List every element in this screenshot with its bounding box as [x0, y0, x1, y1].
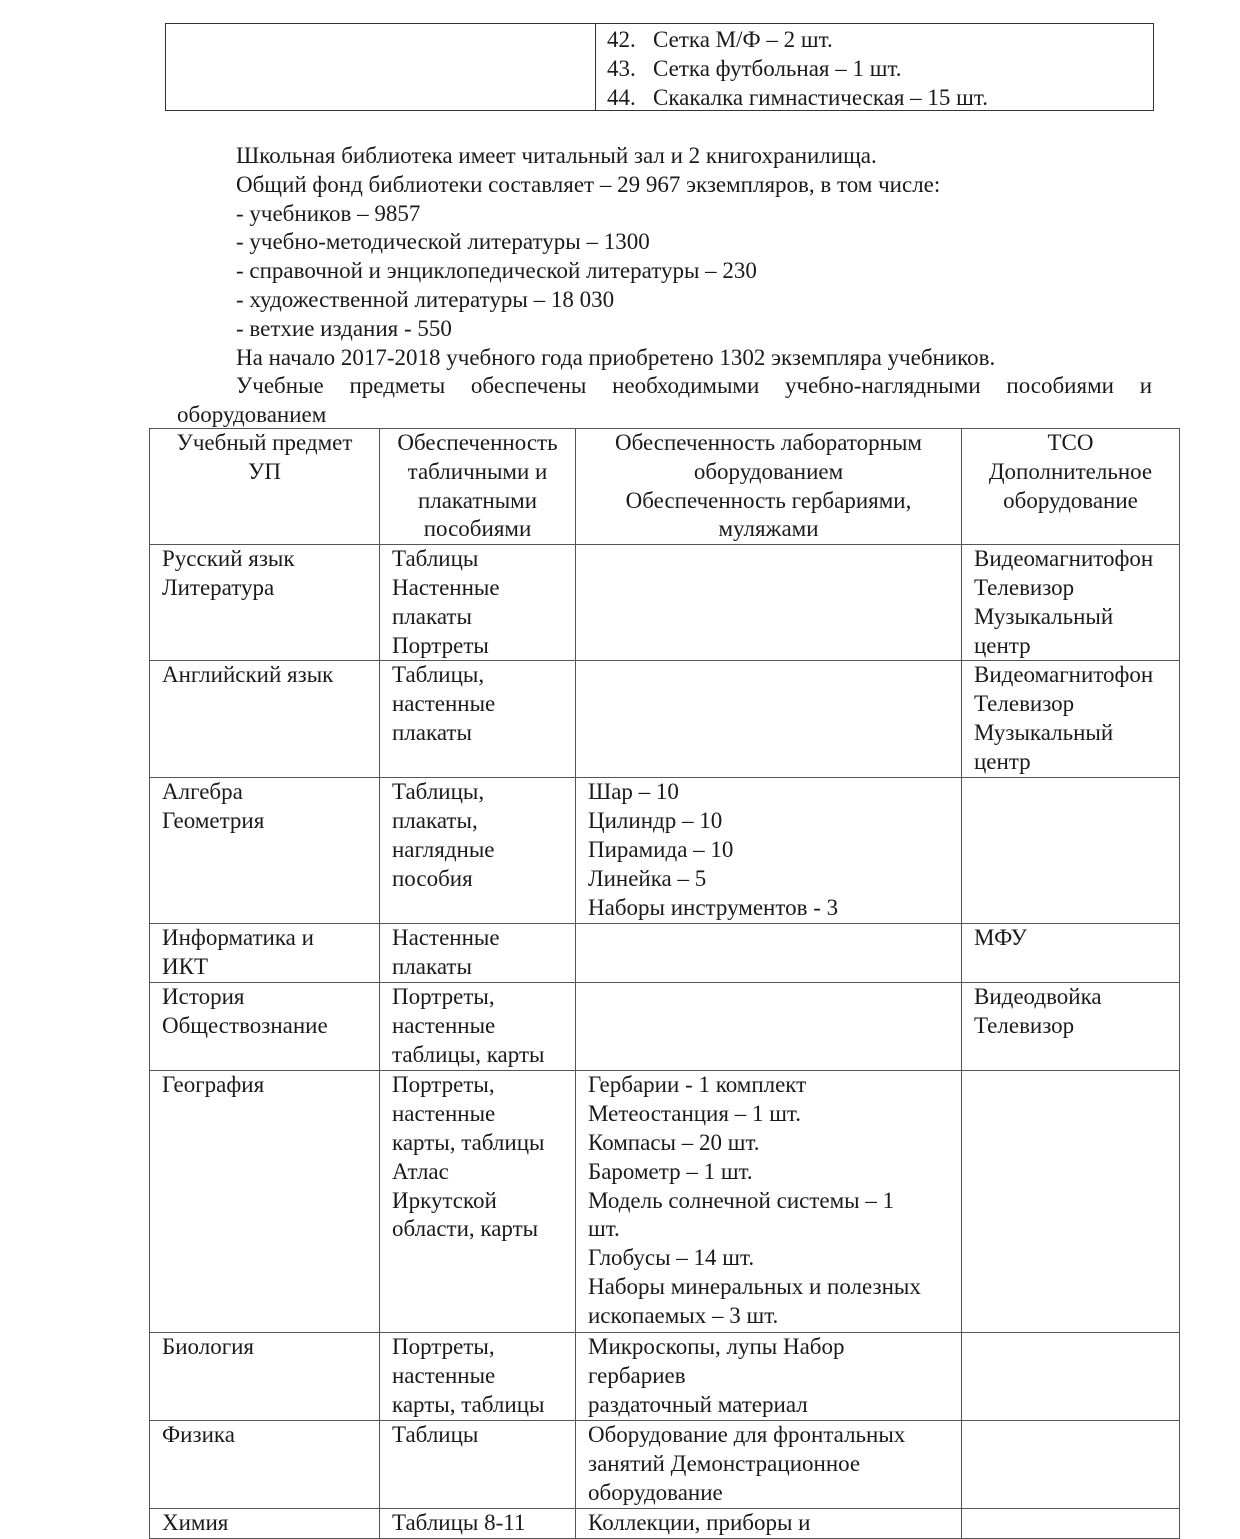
header-line: оборудованием: [693, 458, 844, 484]
table-row: [150, 924, 1180, 983]
cell-line: Английский язык: [162, 662, 334, 688]
lab-equipment-cell: [576, 661, 962, 778]
cell-line: центр: [974, 748, 1031, 774]
table-body: [150, 545, 1180, 1539]
library-item: - художественной литературы – 18 030: [236, 286, 615, 312]
list-item: 43. Сетка футбольная – 1 шт.: [607, 55, 902, 81]
header-line: Дополнительное: [988, 458, 1153, 484]
subject-cell: [150, 545, 380, 661]
header-line: муляжами: [718, 516, 819, 542]
cell-line: Телевизор: [974, 574, 1075, 600]
header-subject: [150, 429, 380, 545]
tso-cell: [962, 1509, 1180, 1539]
subject-cell: [150, 1509, 380, 1539]
cell-line: пособия: [392, 865, 473, 891]
cell-line: плакаты: [392, 719, 472, 745]
cell-line: Гербарии - 1 комплект: [588, 1072, 807, 1098]
cell-line: таблицы, карты: [392, 1041, 545, 1067]
posters-cell: [380, 924, 576, 983]
cell-line: Настенные: [392, 925, 500, 951]
cell-line: Портреты,: [392, 1334, 495, 1360]
cell-line: настенные: [392, 1013, 496, 1039]
library-paragraph: Школьная библиотека имеет читальный зал и 2 книгохранилища.: [236, 143, 877, 168]
posters-cell: [380, 1333, 576, 1421]
cell-line: плакаты: [392, 954, 472, 980]
cell-line: плакаты: [392, 603, 472, 629]
cell-line: Информатика и: [162, 925, 314, 951]
lab-equipment-cell: [576, 778, 962, 924]
cell-line: ИКТ: [162, 954, 208, 980]
cell-line: Биология: [162, 1334, 255, 1360]
cell-line: шт.: [588, 1216, 620, 1242]
cell-line: Видеомагнитофон: [974, 546, 1154, 572]
posters-cell: [380, 1071, 576, 1333]
posters-cell: [380, 545, 576, 661]
header-line: табличными и: [407, 458, 548, 484]
cell-line: Модель солнечной системы – 1: [588, 1187, 895, 1213]
table-row: [150, 983, 1180, 1071]
cell-line: Коллекции, приборы и: [588, 1510, 811, 1536]
table-row: [150, 1421, 1180, 1509]
header-line: Обеспеченность лабораторным: [615, 430, 922, 455]
cell-line: Таблицы,: [392, 779, 485, 805]
equipment-list: [607, 26, 988, 112]
lab-equipment-cell: [576, 545, 962, 661]
lab-equipment-cell: [576, 1509, 962, 1539]
cell-line: области, карты: [392, 1216, 539, 1242]
header-line: Обеспеченность: [397, 430, 558, 455]
table-row: [150, 545, 1180, 661]
cell-line: Химия: [162, 1510, 229, 1536]
posters-cell: [380, 661, 576, 778]
header-line: плакатными: [417, 487, 538, 513]
cell-line: настенные: [392, 1101, 496, 1127]
lab-equipment-cell: [576, 1333, 962, 1421]
subject-cell: [150, 924, 380, 983]
cell-line: Русский язык: [162, 546, 295, 572]
tso-cell: [962, 983, 1180, 1071]
posters-cell: [380, 983, 576, 1071]
subject-cell: [150, 1333, 380, 1421]
table-row: [150, 1509, 1180, 1539]
cell-line: Музыкальный: [974, 719, 1114, 745]
cell-line: Алгебра: [162, 779, 243, 805]
tso-cell: [962, 1333, 1180, 1421]
cell-line: Настенные: [392, 574, 500, 600]
cell-line: карты, таблицы: [392, 1129, 545, 1155]
cell-line: Телевизор: [974, 691, 1075, 717]
tso-cell: [962, 545, 1180, 661]
cell-line: ископаемых – 3 шт.: [588, 1302, 779, 1328]
tso-cell: [962, 778, 1180, 924]
cell-line: География: [162, 1072, 265, 1098]
subject-cell: [150, 1421, 380, 1509]
cell-line: наглядные: [392, 836, 495, 862]
top-equipment-table: [165, 23, 1154, 111]
library-section: [0, 142, 1240, 430]
header-tso: [962, 429, 1180, 545]
cell-line: оборудование: [588, 1479, 723, 1505]
cell-line: Портреты,: [392, 984, 495, 1010]
cell-line: гербариев: [588, 1363, 686, 1389]
cell-line: МФУ: [974, 925, 1027, 951]
cell-line: Метеостанция – 1 шт.: [588, 1101, 801, 1127]
cell-line: Телевизор: [974, 1013, 1075, 1039]
cell-line: Видеомагнитофон: [974, 662, 1154, 688]
header-line: УП: [248, 458, 281, 484]
library-paragraph-continuation: оборудованием: [177, 402, 327, 428]
header-line: Обеспеченность гербариями,: [625, 487, 912, 513]
cell-line: Глобусы – 14 шт.: [588, 1245, 755, 1271]
subject-cell: [150, 778, 380, 924]
cell-line: настенные: [392, 1363, 496, 1389]
posters-cell: [380, 1509, 576, 1539]
library-paragraph: Учебные предметы обеспечены необходимыми учебно-наглядными пособиями и: [236, 373, 1152, 399]
header-lab-equipment: [576, 429, 962, 545]
cell-line: Музыкальный: [974, 603, 1114, 629]
list-item: 44. Скакалка гимнастическая – 15 шт.: [607, 84, 988, 110]
library-item: - учебно-методической литературы – 1300: [236, 229, 650, 255]
column-divider: [595, 24, 596, 110]
cell-line: карты, таблицы: [392, 1391, 545, 1417]
library-paragraph: Общий фонд библиотеки составляет – 29 967 экземпляров, в том числе:: [236, 171, 941, 197]
library-item: - справочной и энциклопедической литературы – 230: [236, 258, 757, 284]
subject-cell: [150, 983, 380, 1071]
cell-line: Портреты,: [392, 1072, 495, 1098]
cell-line: Таблицы: [392, 546, 479, 572]
table-row: [150, 778, 1180, 924]
library-item: - ветхие издания - 550: [236, 315, 452, 341]
cell-line: Линейка – 5: [588, 865, 707, 891]
cell-line: Таблицы: [392, 1422, 479, 1448]
cell-line: Литература: [162, 574, 275, 600]
table-header-row: [150, 429, 1180, 545]
posters-cell: [380, 778, 576, 924]
cell-line: центр: [974, 632, 1031, 658]
table-row: [150, 1071, 1180, 1333]
tso-cell: [962, 661, 1180, 778]
cell-line: Наборы инструментов - 3: [588, 894, 839, 920]
subject-cell: [150, 661, 380, 778]
cell-line: Шар – 10: [588, 779, 679, 805]
list-item: 42. Сетка М/Ф – 2 шт.: [607, 27, 833, 52]
header-line: ТСО: [1047, 430, 1094, 455]
header-line: оборудование: [1003, 487, 1138, 513]
subjects-equipment-table: [149, 428, 1180, 1539]
cell-line: занятий Демонстрационное: [588, 1451, 861, 1477]
cell-line: Цилиндр – 10: [588, 808, 723, 834]
cell-line: Портреты: [392, 632, 489, 658]
cell-line: Микроскопы, лупы Набор: [588, 1334, 845, 1360]
lab-equipment-cell: [576, 1071, 962, 1333]
cell-line: Барометр – 1 шт.: [588, 1158, 753, 1184]
cell-line: Атлас: [392, 1158, 449, 1184]
cell-line: Геометрия: [162, 808, 265, 834]
lab-equipment-cell: [576, 924, 962, 983]
cell-line: Физика: [162, 1422, 235, 1448]
cell-line: Оборудование для фронтальных: [588, 1422, 906, 1448]
library-paragraph: На начало 2017-2018 учебного года приобретено 1302 экземпляра учебников.: [236, 344, 996, 370]
table-row: [150, 1333, 1180, 1421]
tso-cell: [962, 1421, 1180, 1509]
library-item: - учебников – 9857: [236, 200, 421, 226]
header-posters: [380, 429, 576, 545]
table-row: [150, 661, 1180, 778]
lab-equipment-cell: [576, 983, 962, 1071]
cell-line: Видеодвойка: [974, 984, 1102, 1010]
cell-line: История: [162, 984, 245, 1010]
tso-cell: [962, 924, 1180, 983]
cell-line: настенные: [392, 691, 496, 717]
cell-line: Таблицы,: [392, 662, 485, 688]
header-line: Учебный предмет: [176, 430, 353, 455]
cell-line: плакаты,: [392, 808, 478, 834]
subject-cell: [150, 1071, 380, 1333]
cell-line: Обществознание: [162, 1013, 328, 1039]
cell-line: Пирамида – 10: [588, 836, 734, 862]
posters-cell: [380, 1421, 576, 1509]
header-line: пособиями: [423, 516, 532, 542]
cell-line: Компасы – 20 шт.: [588, 1129, 760, 1155]
cell-line: Таблицы 8-11: [392, 1510, 526, 1536]
cell-line: Иркутской: [392, 1187, 497, 1213]
tso-cell: [962, 1071, 1180, 1333]
lab-equipment-cell: [576, 1421, 962, 1509]
cell-line: раздаточный материал: [588, 1391, 808, 1417]
cell-line: Наборы минеральных и полезных: [588, 1273, 921, 1299]
